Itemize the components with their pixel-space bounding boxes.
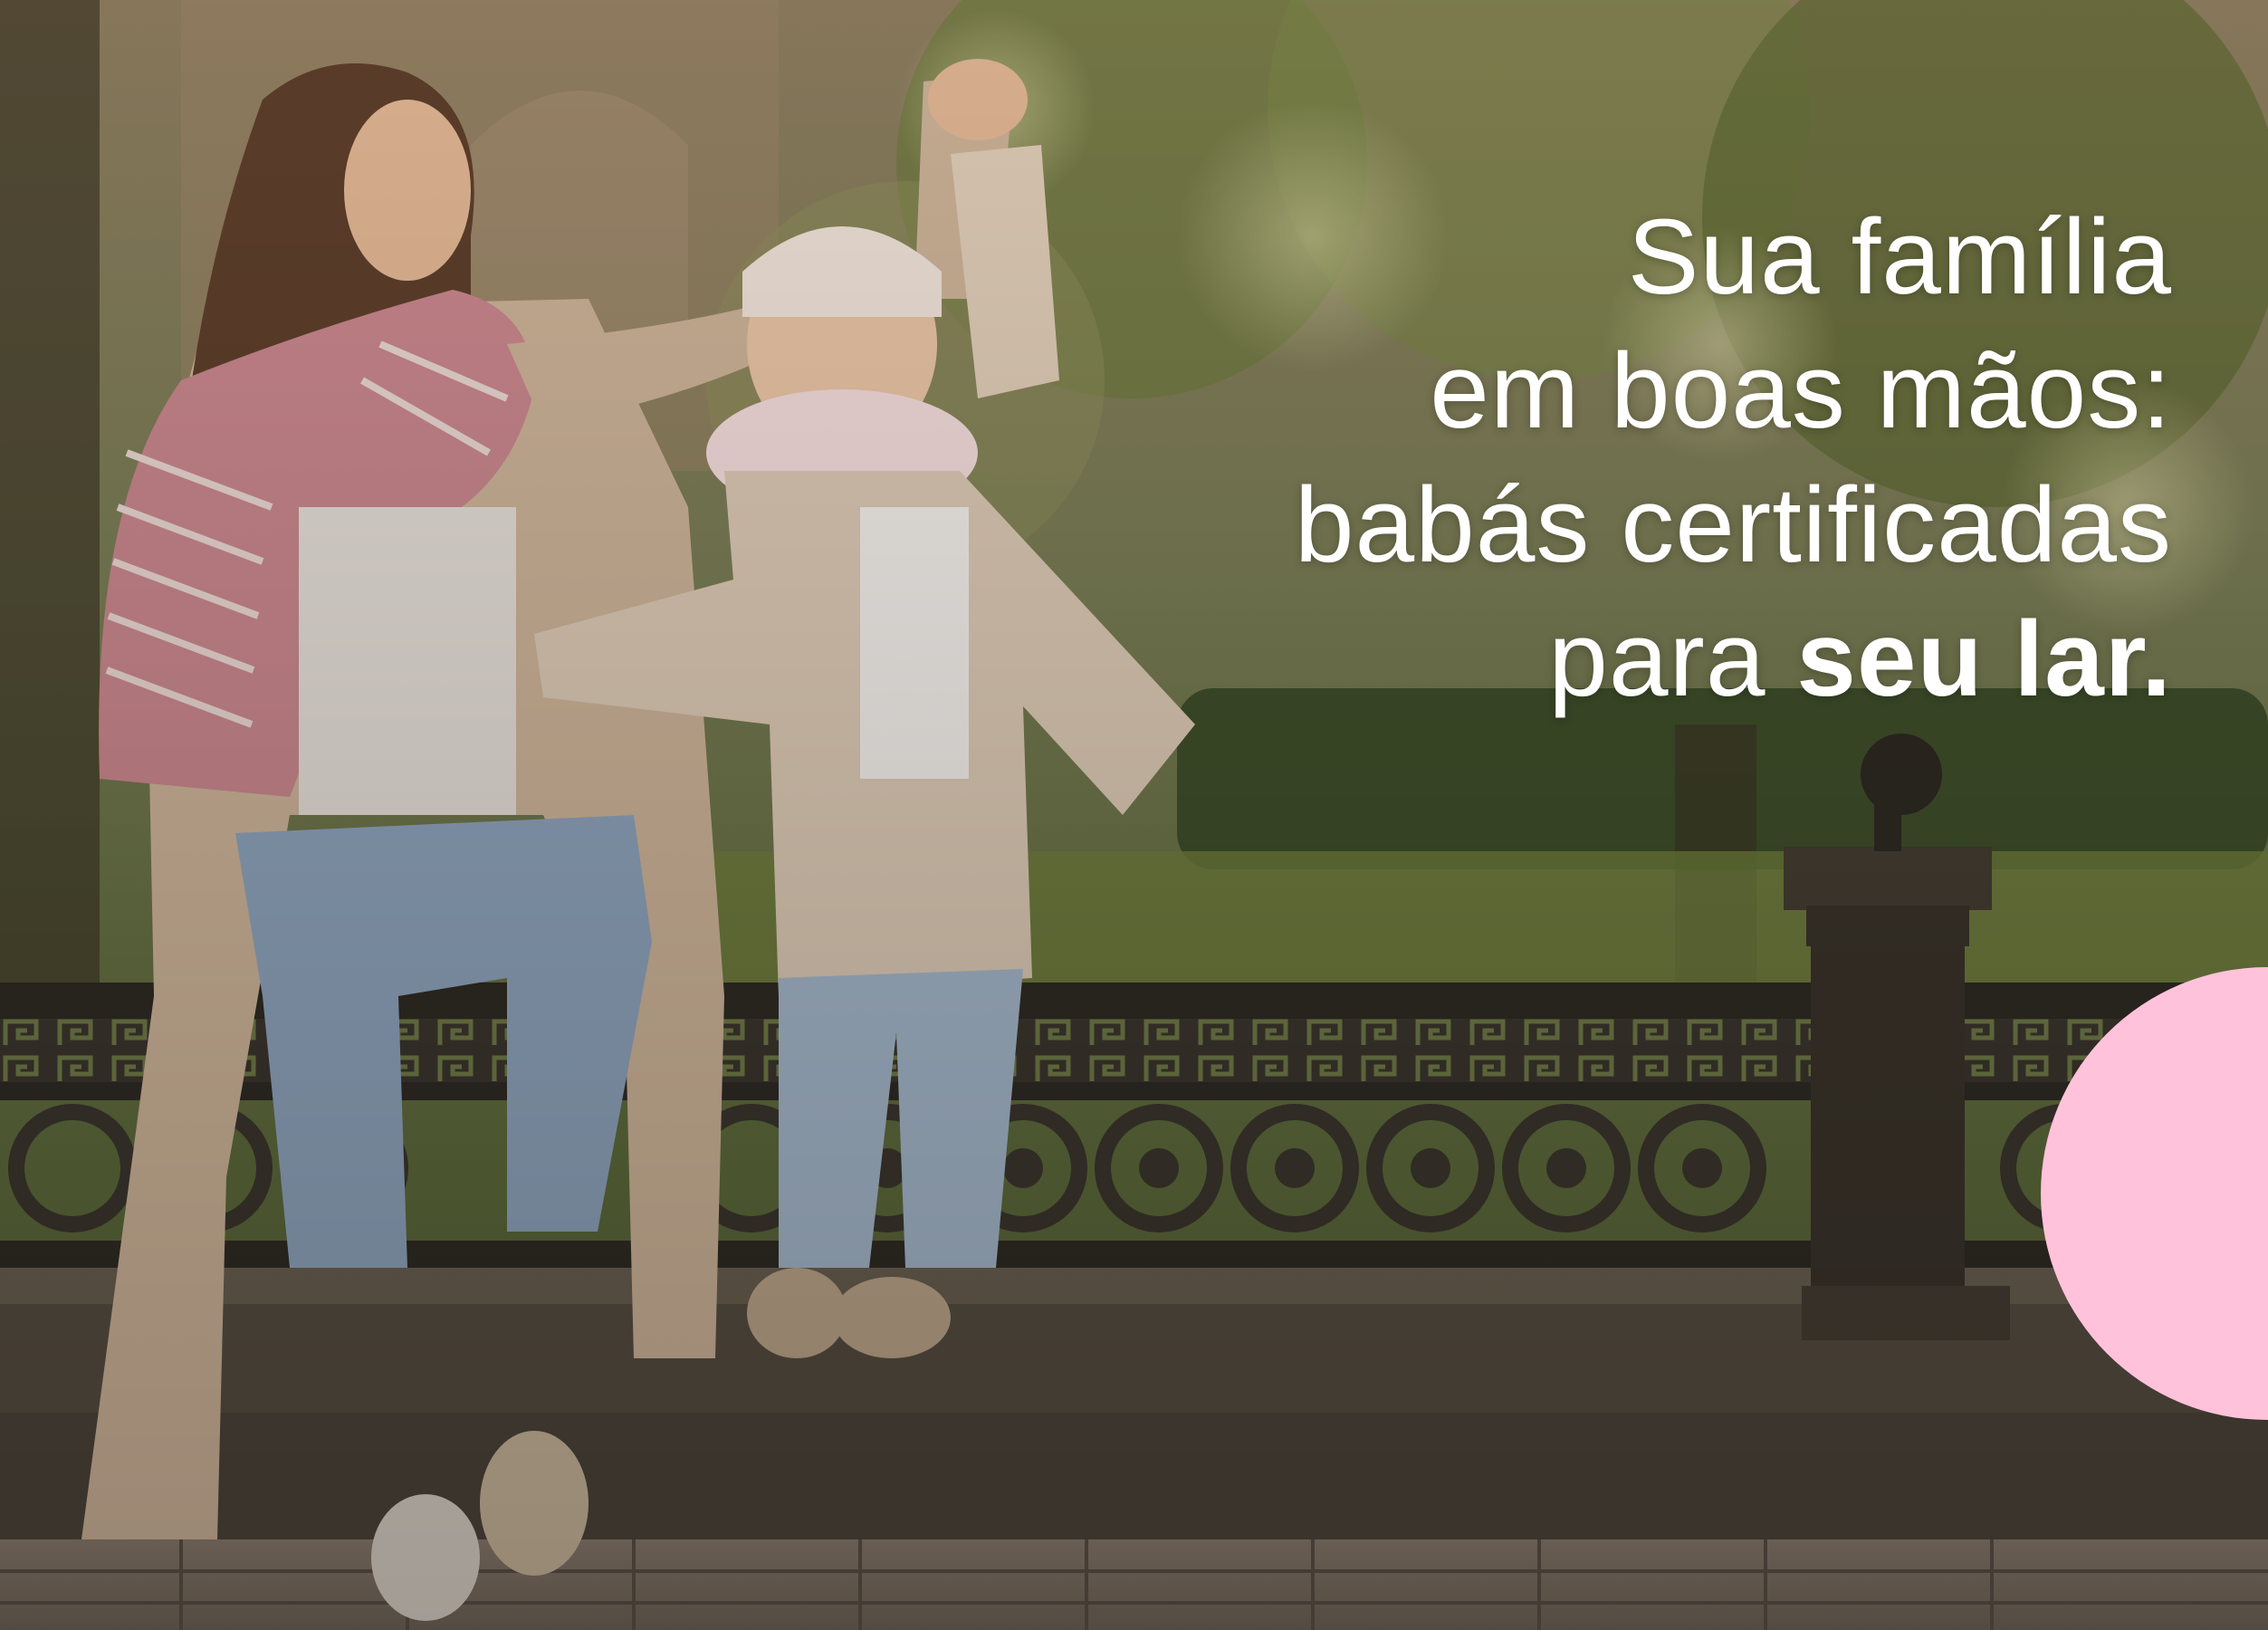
headline-line-4-regular: para [1548, 599, 1797, 719]
headline-line-3: babás certificadas [1294, 465, 2172, 585]
headline-line-2: em boas mãos: [1430, 331, 2172, 451]
headline-line-4-bold: seu lar. [1796, 599, 2172, 719]
hero-headline [995, 190, 2172, 726]
headline-line-1: Sua família [1627, 197, 2172, 317]
headline-line-4 [995, 592, 2172, 726]
